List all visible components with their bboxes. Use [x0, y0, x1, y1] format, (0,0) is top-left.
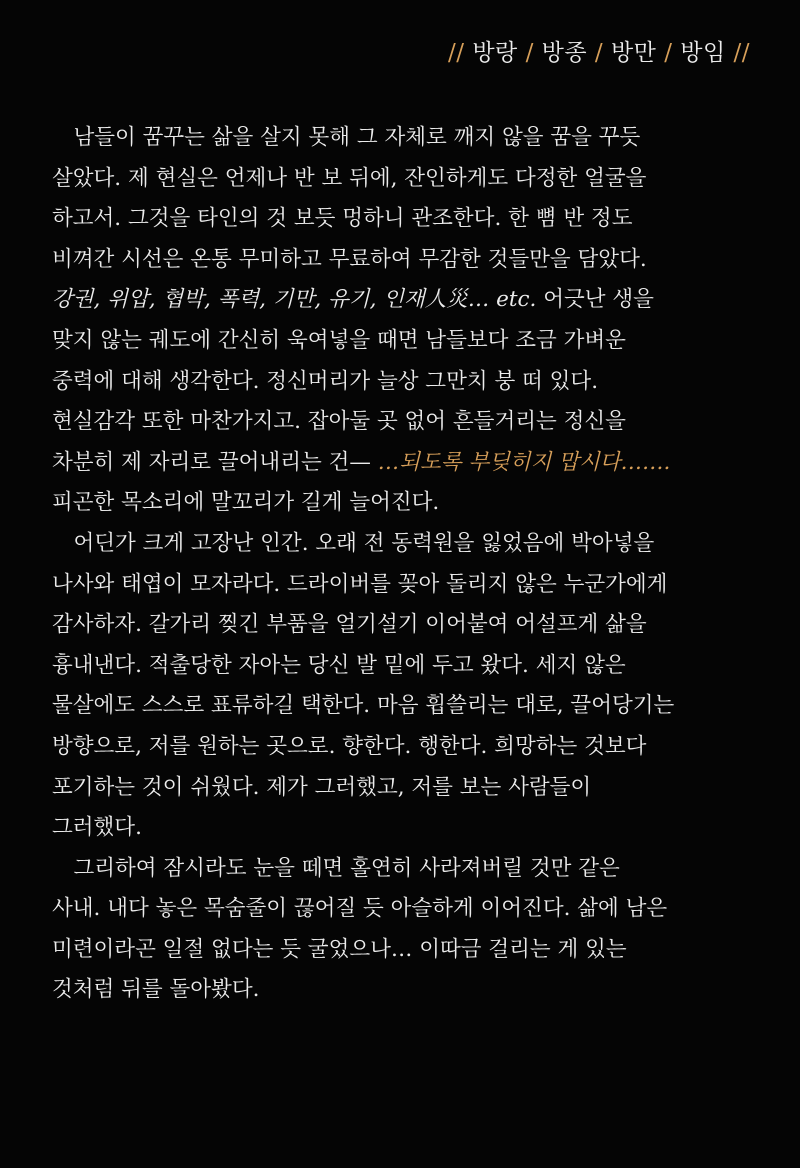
text-line [52, 808, 772, 849]
text-segment: 것처럼 뒤를 돌아봤다. [52, 977, 260, 1003]
text-line [52, 768, 772, 809]
text-segment: 그리하여 잠시라도 눈을 떼면 홀연히 사라져버릴 것만 같은 [52, 855, 620, 881]
text-segment: 흉내낸다. 적출당한 자아는 당신 발 밑에 두고 왔다. 세지 않은 [52, 652, 626, 678]
text-segment: 비껴간 시선은 온통 무미하고 무료하여 무감한 것들만을 담았다. [52, 246, 647, 272]
text-line [52, 727, 772, 768]
text-segment: 남들이 꿈꾸는 삶을 살지 못해 그 자체로 깨지 않을 꿈을 꾸듯 [52, 125, 641, 150]
text-line [52, 118, 772, 159]
text-line [52, 240, 772, 281]
text-segment: 피곤한 목소리에 말꼬리가 길게 늘어진다. [52, 490, 440, 516]
text-segment: 미련이라곤 일절 없다는 듯 굴었으나… 이따금 걸리는 게 있는 [52, 936, 627, 962]
text-line [52, 646, 772, 687]
text-segment: 나사와 태엽이 모자라다. 드라이버를 꽂아 돌리지 않은 누군가에게 [52, 571, 668, 597]
text-segment: 방향으로, 저를 원하는 곳으로. 향한다. 행한다. 희망하는 것보다 [52, 733, 647, 759]
text-segment: 살았다. 제 현실은 언제나 반 보 뒤에, 잔인하게도 다정한 얼굴을 [52, 165, 647, 191]
text-segment: 현실감각 또한 마찬가지고. 잡아둘 곳 없어 흔들거리는 정신을 [52, 409, 626, 435]
text-line [52, 605, 772, 646]
header-keywords [448, 34, 750, 67]
text-segment: 포기하는 것이 쉬웠다. 제가 그러했고, 저를 보는 사람들이 [52, 774, 592, 800]
header-divider-2: / [594, 40, 604, 66]
header-item-3: 방만 [610, 40, 657, 66]
text-line [52, 443, 772, 484]
text-segment: 하고서. 그것을 타인의 것 보듯 멍하니 관조한다. 한 뼘 반 정도 [52, 206, 633, 232]
text-segment: 감사하자. 갈가리 찢긴 부품을 얼기설기 이어붙여 어설프게 삶을 [52, 612, 647, 638]
body-text [52, 118, 772, 1011]
text-line [52, 930, 772, 971]
text-segment: 사내. 내다 놓은 목숨줄이 끊어질 듯 아슬하게 이어진다. 삶에 남은 [52, 896, 668, 922]
text-line [52, 565, 772, 606]
paragraph [52, 118, 772, 524]
highlighted-quote: …되도록 부딪히지 맙시다……. [377, 449, 671, 475]
header-item-1: 방랑 [472, 40, 518, 66]
text-line [52, 280, 772, 321]
text-line [52, 889, 772, 930]
header-divider-1: / [525, 40, 534, 66]
text-segment: 어긋난 생을 [536, 287, 654, 313]
text-line [52, 362, 772, 403]
italic-text: 강권, 위압, 협박, 폭력, 기만, 유기, 인재人災… etc. [52, 287, 537, 313]
text-segment: 그러했다. [52, 815, 142, 841]
header-item-4: 방임 [680, 40, 726, 66]
text-segment: 어딘가 크게 고장난 인간. 오래 전 동력원을 잃었음에 박아넣을 [52, 530, 655, 556]
text-line [52, 849, 772, 890]
text-line [52, 199, 772, 240]
text-line [52, 524, 772, 565]
text-segment: 차분히 제 자리로 끌어내리는 건— [52, 449, 378, 475]
text-segment: 물살에도 스스로 표류하길 택한다. 마음 휩쓸리는 대로, 끌어당기는 [52, 693, 675, 719]
text-line [52, 686, 772, 727]
header-divider-3: / [664, 40, 673, 66]
paragraph [52, 849, 772, 1011]
header-separator-right: // [733, 40, 750, 66]
text-line [52, 321, 772, 362]
paragraph [52, 524, 772, 849]
text-line [52, 483, 772, 524]
text-segment: 중력에 대해 생각한다. 정신머리가 늘상 그만치 붕 떠 있다. [52, 368, 599, 394]
text-segment: 맞지 않는 궤도에 간신히 욱여넣을 때면 남들보다 조금 가벼운 [52, 327, 626, 353]
text-line [52, 159, 772, 200]
header-item-2: 방종 [541, 40, 588, 66]
header-separator-left: // [448, 40, 465, 66]
text-line [52, 970, 772, 1011]
text-line [52, 402, 772, 443]
